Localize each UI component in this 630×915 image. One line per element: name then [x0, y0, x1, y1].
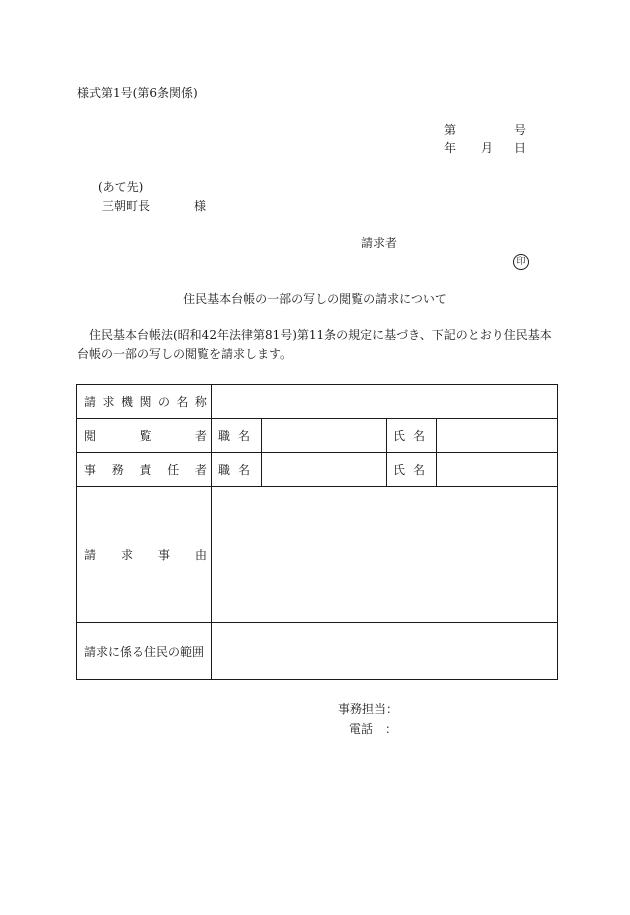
seal-mark: 印 — [513, 254, 529, 270]
contact-staff: 事務担当： — [338, 702, 399, 716]
label-responsible-post: 職 名 — [212, 453, 262, 487]
requester-label: 請求者 — [361, 236, 398, 250]
label-viewer-name: 氏 名 — [387, 419, 437, 453]
row-viewer — [77, 419, 558, 453]
label-responsible-name: 氏 名 — [387, 453, 437, 487]
date-month: 月 — [481, 141, 494, 155]
row-request-reason — [77, 487, 558, 623]
field-viewer-post[interactable] — [262, 419, 387, 453]
request-body-text: 住民基本台帳法(昭和42年法律第81号)第11条の規定に基づき、下記のとおり住民基本台帳の一部の写しの閲覧を請求します。 — [77, 328, 552, 361]
number-suffix: 号 — [513, 123, 526, 137]
addressee-label: (あて先) — [98, 180, 144, 194]
label-responsible-person: 事 務 責 任 者 — [77, 453, 212, 487]
label-viewer: 閲 覧 者 — [77, 419, 212, 453]
label-resident-scope: 請求に係る住民の範囲 — [77, 623, 212, 680]
field-resident-scope[interactable] — [212, 623, 558, 680]
addressee-name: 三朝町長 — [102, 199, 151, 213]
row-requesting-agency — [77, 385, 558, 419]
label-requesting-agency: 請 求 機 関 の 名 称 — [77, 385, 212, 419]
addressee-honorific: 様 — [194, 199, 207, 213]
label-request-reason: 請 求 事 由 — [77, 487, 212, 623]
row-resident-scope — [77, 623, 558, 680]
document-title: 住民基本台帳の一部の写しの閲覧の請求について — [183, 292, 447, 306]
field-requesting-agency[interactable] — [212, 385, 558, 419]
field-responsible-name[interactable] — [437, 453, 558, 487]
form-number: 様式第1号(第6条関係) — [77, 86, 198, 100]
label-viewer-post: 職 名 — [212, 419, 262, 453]
contact-phone: 電話 ： — [349, 722, 398, 736]
document-number-line — [444, 124, 526, 136]
request-form-table — [76, 384, 558, 680]
date-year: 年 — [444, 141, 457, 155]
row-responsible-person — [77, 453, 558, 487]
field-responsible-post[interactable] — [262, 453, 387, 487]
date-line — [444, 142, 526, 154]
date-day: 日 — [513, 141, 526, 155]
field-request-reason[interactable] — [212, 487, 558, 623]
number-prefix: 第 — [444, 123, 457, 137]
field-viewer-name[interactable] — [437, 419, 558, 453]
